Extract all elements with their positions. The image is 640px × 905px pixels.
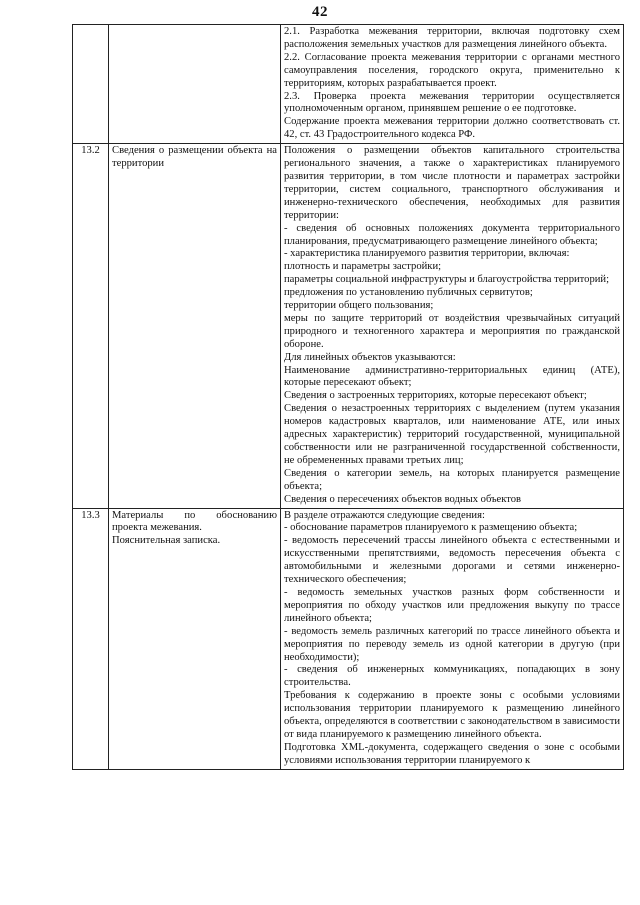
content-paragraph: - характеристика планируемого развития территории, включая:: [284, 248, 570, 260]
table-body: [73, 25, 624, 770]
content-paragraph: Положения о размещении объектов капитального строительства регионального значения, а также о характеристиках планируемого развития территории, в том числе плотности и параметрах застройки территории, систем социального, транспортного обслуживания и инженерно-технического обеспечения, необходимых для развития территории:: [284, 145, 620, 221]
content-paragraph: Наименование административно-территориальных единиц (АТЕ), которые пересекают объект;: [284, 364, 620, 389]
table-row: [73, 144, 624, 508]
content-paragraph: - ведомость пересечений трассы линейного объекта с естественными и искусственными препятствиями, ведомость пересечения объекта с автомобильными и железными дорогами и сетями инженерно-технического обеспечения;: [284, 535, 620, 586]
section-name-line: Материалы по обоснованию проекта межевания.: [112, 509, 277, 534]
section-name-cell: [109, 144, 281, 508]
row-number-cell: [73, 25, 109, 144]
content-paragraph: 2.3. Проверка проекта межевания территории осуществляется уполномоченным органом, принявшем решение о ее подготовке.: [284, 90, 620, 115]
table-row: [73, 508, 624, 769]
content-paragraph: Требования к содержанию в проекте зоны с особыми условиями использования территории планируемого к размещению линейного объекта, определяются в соответствии с законодательством в зависимости от вида планируемого к размещению линейного объекта.: [284, 690, 620, 740]
section-content-cell: [281, 144, 624, 508]
content-paragraph: 2.2. Согласование проекта межевания территории с органами местного самоуправления поселения, городского округа, применительно к территориям, которых разрабатывается проект.: [284, 51, 620, 89]
content-paragraph: Содержание проекта межевания территории должно соответствовать ст. 42, ст. 43 Градостроительного кодекса РФ.: [284, 116, 620, 141]
content-paragraph: меры по защите территорий от воздействия чрезвычайных ситуаций природного и техногенного характера и мероприятия по гражданской обороне.: [284, 312, 620, 350]
content-paragraph: предложения по установлению публичных сервитутов;: [284, 287, 533, 299]
section-content-cell: [281, 25, 624, 144]
content-paragraph: территории общего пользования;: [284, 300, 434, 312]
section-content-cell: [281, 508, 624, 769]
section-name-cell: [109, 508, 281, 769]
row-number-cell: 13.3: [73, 508, 109, 769]
section-name-line: Сведения о размещении объекта на территории: [112, 145, 277, 170]
content-paragraph: Сведения о пересечениях объектов водных объектов: [284, 493, 522, 505]
content-paragraph: Сведения о категории земель, на которых планируется размещение объекта;: [284, 467, 620, 492]
row-number-cell: 13.2: [73, 144, 109, 508]
requirements-table: [72, 24, 624, 770]
content-paragraph: 2.1. Разработка межевания территории, включая подготовку схем расположения земельных участков для размещения линейного объекта.: [284, 26, 620, 50]
content-paragraph: Подготовка XML-документа, содержащего сведения о зоне с особыми условиями использования территории планируемого к: [284, 741, 620, 766]
content-paragraph: - ведомость земельных участков разных форм собственности и мероприятия по обходу участков или предложения выкупу по трассе линейного объекта;: [284, 586, 620, 624]
content-paragraph: - сведения об инженерных коммуникациях, попадающих в зону строительства.: [284, 664, 620, 689]
content-paragraph: Сведения о незастроенных территориях с выделением (путем указания номеров кадастровых кварталов, или наименование АТЕ, или иных адресных характеристик) территорий государственной, муниципальной собственности или не разграниченной государственной собственности, не обремененных правами третьих лиц;: [284, 403, 620, 466]
content-paragraph: плотность и параметры застройки;: [284, 261, 442, 273]
content-paragraph: параметры социальной инфраструктуры и благоустройства территорий;: [284, 274, 610, 286]
content-paragraph: Для линейных объектов указываются:: [284, 351, 456, 363]
content-paragraph: - сведения об основных положениях документа территориального планирования, предусматривающего размещение линейного объекта;: [284, 222, 620, 247]
content-paragraph: В разделе отражаются следующие сведения:: [284, 509, 485, 521]
table-row: [73, 25, 624, 144]
content-paragraph: - ведомость земель различных категорий по трассе линейного объекта и мероприятия по переводу земель из одной категории в другую (при необходимости);: [284, 625, 620, 663]
page-number: 42: [312, 4, 328, 20]
section-name-line: Пояснительная записка.: [112, 535, 221, 547]
content-paragraph: Сведения о застроенных территориях, которые пересекают объект;: [284, 390, 587, 402]
content-paragraph: - обоснование параметров планируемого к размещению объекта;: [284, 522, 578, 534]
section-name-cell: [109, 25, 281, 144]
